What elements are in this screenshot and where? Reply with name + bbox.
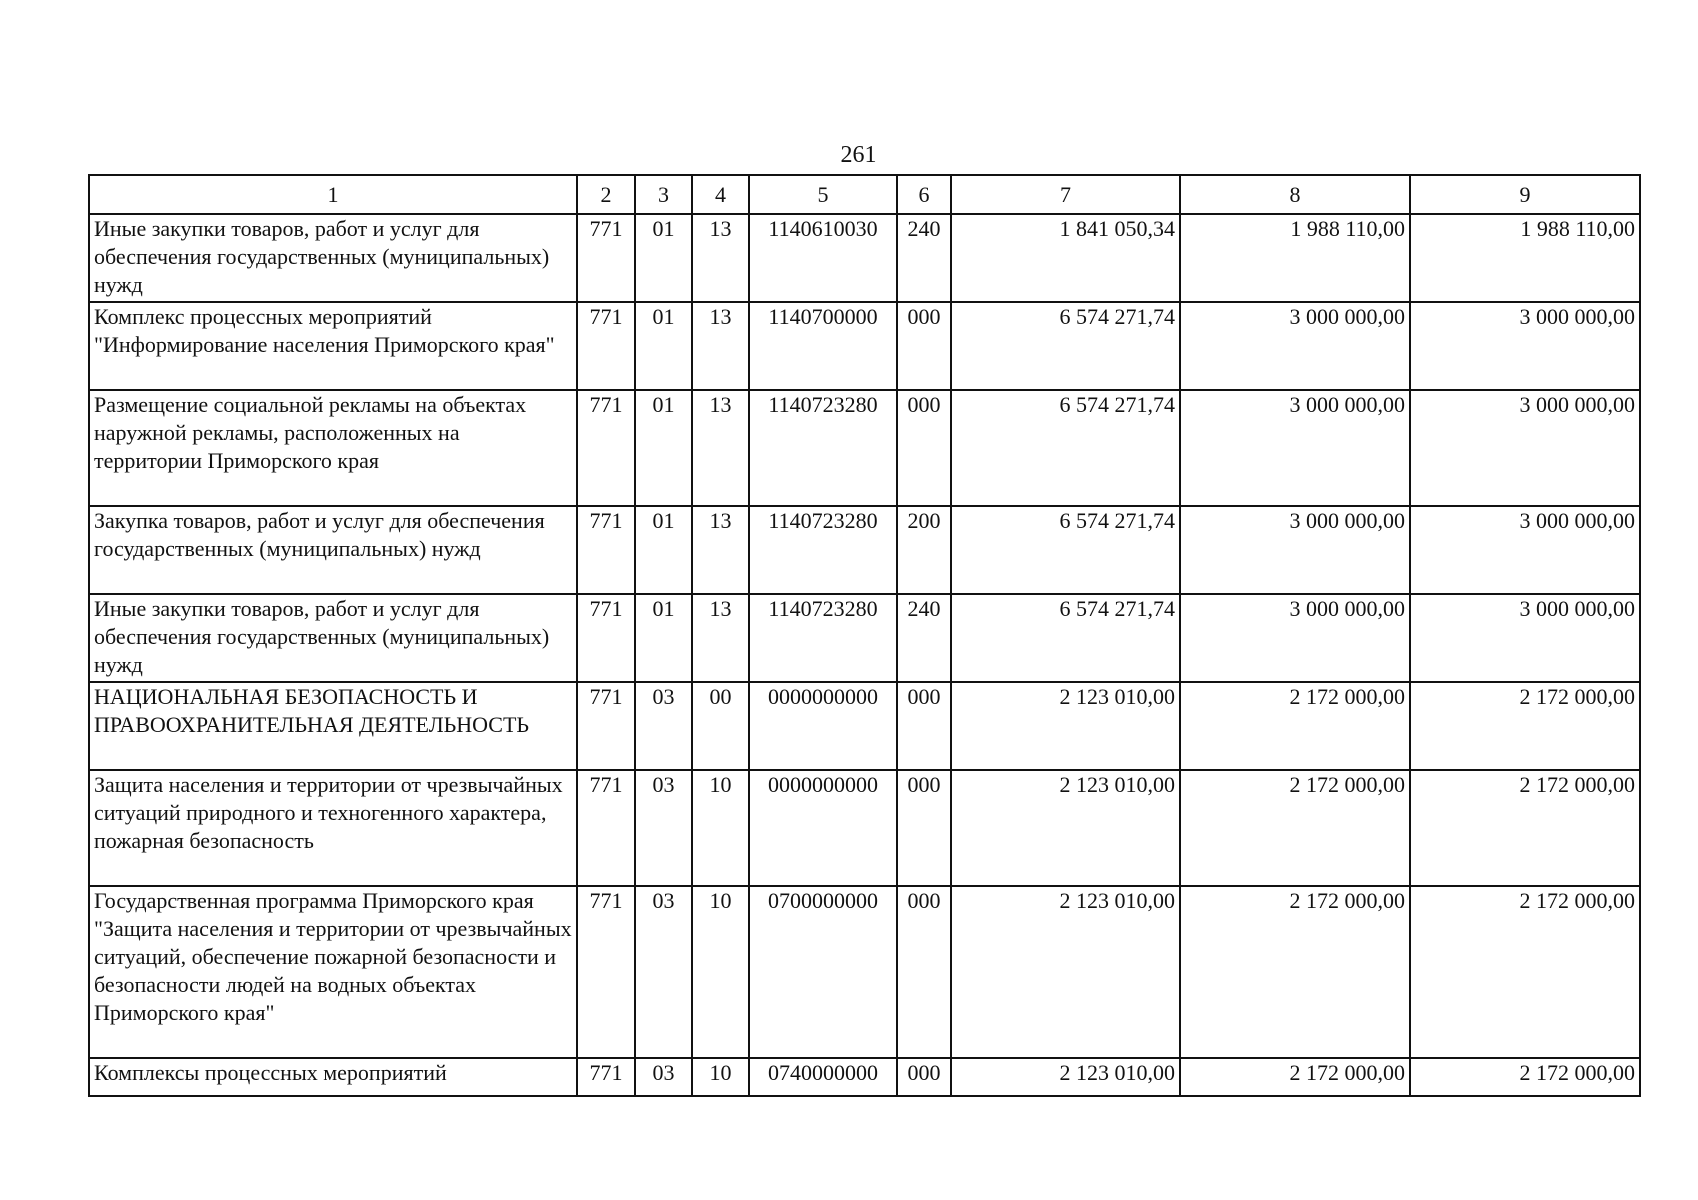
subsection-code: 10 [692,1058,749,1096]
amount-col-7: 6 574 271,74 [951,302,1180,390]
expense-type-code: 000 [897,1058,951,1096]
amount-col-8: 3 000 000,00 [1180,594,1410,682]
subsection-code: 00 [692,682,749,770]
column-header: 1 [89,175,577,214]
subsection-code: 13 [692,594,749,682]
row-description: Иные закупки товаров, работ и услуг для обеспечения государственных (муниципальных) нужд [89,594,577,682]
section-code: 03 [635,770,692,886]
row-description: Комплекс процессных мероприятий "Информирование населения Приморского края" [89,302,577,390]
amount-col-7: 2 123 010,00 [951,770,1180,886]
row-description: Комплексы процессных мероприятий [89,1058,577,1096]
column-header: 4 [692,175,749,214]
column-header: 5 [749,175,897,214]
subsection-code: 13 [692,390,749,506]
ministry-code: 771 [577,682,635,770]
amount-col-9: 2 172 000,00 [1410,682,1640,770]
section-code: 01 [635,506,692,594]
subsection-code: 13 [692,302,749,390]
amount-col-7: 2 123 010,00 [951,1058,1180,1096]
row-description: Размещение социальной рекламы на объектах наружной рекламы, расположенных на территории Приморского края [89,390,577,506]
amount-col-8: 2 172 000,00 [1180,886,1410,1058]
row-description: Закупка товаров, работ и услуг для обеспечения государственных (муниципальных) нужд [89,506,577,594]
row-description: Защита населения и территории от чрезвычайных ситуаций природного и техногенного характера, пожарная безопасность [89,770,577,886]
ministry-code: 771 [577,770,635,886]
target-article-code: 1140723280 [749,390,897,506]
amount-col-9: 2 172 000,00 [1410,1058,1640,1096]
row-description: Иные закупки товаров, работ и услуг для обеспечения государственных (муниципальных) нужд [89,214,577,302]
expense-type-code: 000 [897,302,951,390]
page-number: 261 [840,142,877,168]
budget-table [88,174,1641,1097]
section-code: 03 [635,886,692,1058]
section-code: 01 [635,302,692,390]
expense-type-code: 240 [897,214,951,302]
target-article-code: 0000000000 [749,682,897,770]
amount-col-7: 2 123 010,00 [951,682,1180,770]
row-description: НАЦИОНАЛЬНАЯ БЕЗОПАСНОСТЬ И ПРАВООХРАНИТЕЛЬНАЯ ДЕЯТЕЛЬНОСТЬ [89,682,577,770]
amount-col-7: 6 574 271,74 [951,390,1180,506]
ministry-code: 771 [577,886,635,1058]
section-code: 03 [635,1058,692,1096]
ministry-code: 771 [577,594,635,682]
subsection-code: 10 [692,770,749,886]
column-header: 8 [1180,175,1410,214]
amount-col-8: 3 000 000,00 [1180,302,1410,390]
amount-col-9: 1 988 110,00 [1410,214,1640,302]
ministry-code: 771 [577,506,635,594]
table-row [89,506,1640,594]
section-code: 01 [635,594,692,682]
section-code: 01 [635,214,692,302]
target-article-code: 1140723280 [749,594,897,682]
subsection-code: 13 [692,506,749,594]
table-header-row [89,175,1640,214]
table-row [89,886,1640,1058]
amount-col-8: 2 172 000,00 [1180,682,1410,770]
table-row [89,214,1640,302]
table-row [89,1058,1640,1096]
amount-col-8: 1 988 110,00 [1180,214,1410,302]
table-row [89,390,1640,506]
amount-col-9: 3 000 000,00 [1410,594,1640,682]
amount-col-7: 6 574 271,74 [951,506,1180,594]
table-row [89,302,1640,390]
target-article-code: 0700000000 [749,886,897,1058]
column-header: 3 [635,175,692,214]
target-article-code: 1140700000 [749,302,897,390]
column-header: 9 [1410,175,1640,214]
amount-col-9: 3 000 000,00 [1410,390,1640,506]
expense-type-code: 000 [897,886,951,1058]
amount-col-8: 2 172 000,00 [1180,770,1410,886]
ministry-code: 771 [577,302,635,390]
target-article-code: 1140723280 [749,506,897,594]
amount-col-9: 2 172 000,00 [1410,886,1640,1058]
section-code: 03 [635,682,692,770]
table-row [89,682,1640,770]
target-article-code: 0000000000 [749,770,897,886]
amount-col-8: 3 000 000,00 [1180,506,1410,594]
ministry-code: 771 [577,214,635,302]
amount-col-7: 1 841 050,34 [951,214,1180,302]
table-row [89,770,1640,886]
amount-col-8: 2 172 000,00 [1180,1058,1410,1096]
subsection-code: 10 [692,886,749,1058]
ministry-code: 771 [577,1058,635,1096]
expense-type-code: 200 [897,506,951,594]
expense-type-code: 000 [897,390,951,506]
amount-col-8: 3 000 000,00 [1180,390,1410,506]
expense-type-code: 240 [897,594,951,682]
row-description: Государственная программа Приморского края "Защита населения и территории от чрезвычайных ситуаций, обеспечение пожарной безопасности и безопасности людей на водных объектах Приморского края" [89,886,577,1058]
table-row [89,594,1640,682]
column-header: 2 [577,175,635,214]
expense-type-code: 000 [897,682,951,770]
amount-col-9: 2 172 000,00 [1410,770,1640,886]
subsection-code: 13 [692,214,749,302]
section-code: 01 [635,390,692,506]
amount-col-7: 6 574 271,74 [951,594,1180,682]
column-header: 7 [951,175,1180,214]
target-article-code: 0740000000 [749,1058,897,1096]
column-header: 6 [897,175,951,214]
expense-type-code: 000 [897,770,951,886]
ministry-code: 771 [577,390,635,506]
amount-col-9: 3 000 000,00 [1410,302,1640,390]
target-article-code: 1140610030 [749,214,897,302]
amount-col-9: 3 000 000,00 [1410,506,1640,594]
amount-col-7: 2 123 010,00 [951,886,1180,1058]
